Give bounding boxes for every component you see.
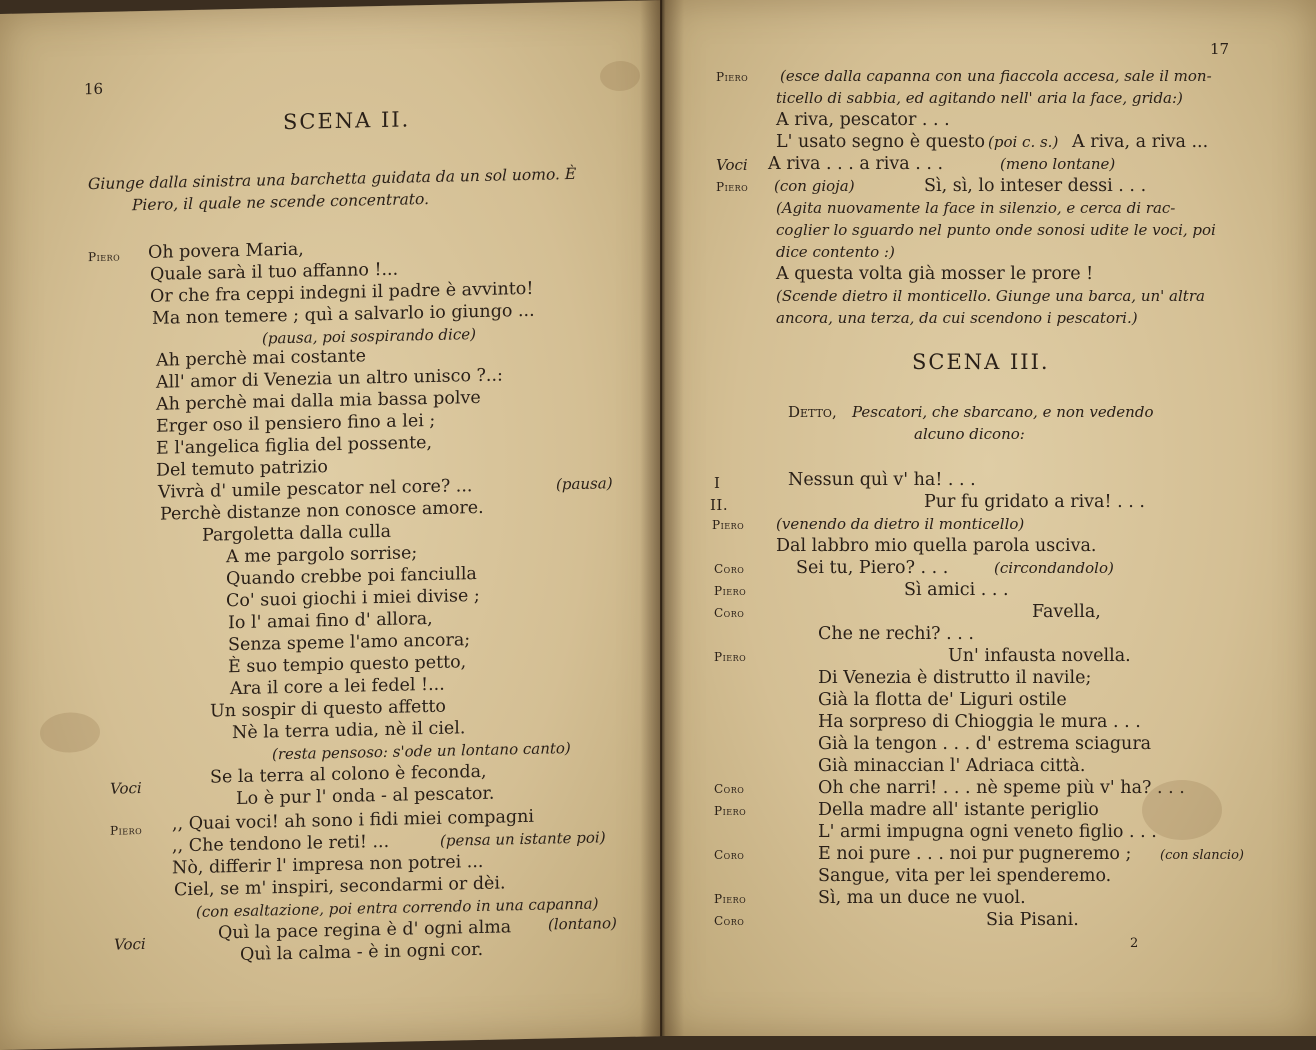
verse-line: Un' infausta novella. (948, 646, 1131, 666)
stage-direction: dice contento :) (776, 243, 895, 261)
speaker-name: Voci (114, 934, 146, 954)
verse-line: Di Venezia è distrutto il navile; (818, 668, 1092, 688)
verse-line: Che ne rechi? . . . (818, 624, 974, 644)
stage-direction: (venendo da dietro il monticello) (776, 515, 1025, 533)
verse-line: A riva, pescator . . . (776, 110, 950, 130)
speaker-name: Piero (714, 650, 747, 664)
verse-line: Ara il core a lei fedel !... (230, 674, 445, 700)
speaker-name: Piero (714, 804, 747, 818)
verse-line: A riva . . . a riva . . . (768, 154, 944, 174)
verse-line: Pargoletta dalla culla (202, 521, 392, 546)
verse-line: Ah perchè mai costante (156, 346, 367, 371)
speaker-name: Piero (714, 892, 747, 906)
verse-line: E l'angelica figlia del possente, (156, 432, 433, 459)
stage-direction: (lontano) (548, 914, 617, 934)
stage-direction: (Agita nuovamente la face in silenzio, e cerca di rac- (776, 199, 1176, 217)
speaker-name: Piero (716, 180, 749, 194)
speaker-name: Piero (712, 518, 745, 532)
verse-line: Ma non temere ; quì a salvarlo io giungo ... (152, 300, 535, 329)
verse-line: Del temuto patrizio (156, 457, 328, 481)
character-list: Detto, (788, 403, 837, 421)
stage-direction: Pescatori, che sbarcano, e non vedendo (852, 403, 1154, 421)
verse-line: Se la terra al colono è feconda, (210, 761, 487, 788)
verse-line: Quale sarà il tuo affanno !... (150, 259, 399, 285)
verse-line: Vivrà d' umile pescator nel core? ... (158, 476, 473, 503)
stage-direction: ancora, una terza, da cui scendono i pescatori.) (776, 309, 1138, 327)
stage-direction: Piero, il quale ne scende concentrato. (132, 190, 430, 215)
stage-direction: (pensa un istante poi) (440, 828, 606, 850)
speaker-name: Coro (714, 562, 745, 576)
verse-line: L' usato segno è questo (776, 132, 986, 152)
verse-line: Della madre all' istante periglio (818, 800, 1099, 820)
stage-direction: (con slancio) (1160, 848, 1244, 863)
verse-line: Sì, ma un duce ne vuol. (818, 888, 1026, 908)
stage-direction: (Scende dietro il monticello. Giunge una barca, un' altra (776, 287, 1205, 305)
page-number: 16 (84, 79, 104, 99)
verse-line: Già minaccian l' Adriaca città. (818, 756, 1086, 776)
verse-line: Nò, differir l' impresa non potrei ... (172, 851, 484, 879)
verse-line: Ah perchè mai dalla mia bassa polve (156, 387, 481, 415)
verse-line: E noi pure . . . noi pur pugneremo ; (818, 844, 1132, 864)
verse-line: Nessun quì v' ha! . . . (788, 470, 976, 490)
verse-line: Quì la pace regina è d' ogni alma (218, 917, 512, 944)
stage-direction: (poi c. s.) (988, 133, 1059, 151)
verse-line: Favella, (1032, 602, 1101, 622)
stage-direction: (con esaltazione, poi entra correndo in una capanna) (196, 894, 599, 921)
verse-line: ,, Che tendono le reti! ... (172, 831, 390, 857)
speaker-name: Coro (714, 782, 745, 796)
stage-direction: (circondandolo) (994, 559, 1114, 577)
stage-direction: alcuno dicono: (914, 425, 1025, 443)
stage-direction: (pausa) (556, 474, 613, 494)
verse-line: Sì, sì, lo inteser dessi . . . (924, 176, 1147, 196)
verse-line: Lo è pur l' onda - al pescator. (236, 783, 495, 810)
verse-line: Quì la calma - è in ogni cor. (240, 939, 484, 965)
paper-stain (40, 712, 100, 753)
paper-stain (1142, 780, 1222, 840)
verse-line: Ciel, se m' inspiri, secondarmi or dèi. (174, 873, 506, 901)
stage-direction: (pausa, poi sospirando dice) (262, 325, 476, 348)
verse-line: Quando crebbe poi fanciulla (226, 564, 477, 590)
verse-line: Erger oso il pensiero fino a lei ; (156, 410, 436, 437)
verse-line: Nè la terra udia, nè il ciel. (232, 718, 466, 744)
speaker-name: Voci (716, 156, 748, 174)
verse-line: Sia Pisani. (986, 910, 1079, 930)
stage-direction: ticello di sabbia, ed agitando nell' aria la face, grida:) (776, 89, 1183, 107)
verse-line: Un sospir di questo affetto (210, 696, 446, 722)
right-page (662, 0, 1316, 1036)
scene-title: SCENA II. (283, 107, 411, 135)
verse-line: Sangue, vita per lei spenderemo. (818, 866, 1112, 886)
stage-direction: Giunge dalla sinistra una barchetta guidata da un sol uomo. È (88, 164, 577, 194)
speaker-name: Coro (714, 606, 745, 620)
page-number: 17 (1210, 40, 1230, 58)
stage-direction: (con gioja) (774, 177, 855, 195)
verse-line: Già la flotta de' Liguri ostile (818, 690, 1067, 710)
verse-line: Già la tengon . . . d' estrema sciagura (818, 734, 1152, 754)
speaker-name: Piero (716, 70, 749, 84)
verse-line: All' amor di Venezia un altro unisco ?..: (156, 365, 503, 393)
speaker-name: Piero (714, 584, 747, 598)
verse-line: Oh che narri! . . . nè speme più v' ha? . . . (818, 778, 1185, 798)
signature-mark: 2 (1130, 936, 1139, 951)
speaker-name: I (714, 474, 721, 492)
verse-line: Pur fu gridato a riva! . . . (924, 492, 1145, 512)
scene-title: SCENA III. (912, 350, 1050, 374)
verse-line: Sei tu, Piero? . . . (796, 558, 949, 578)
verse-line: Or che fra ceppi indegni il padre è avvinto! (150, 278, 534, 307)
stage-direction: (meno lontane) (1000, 155, 1116, 173)
verse-line: Perchè distanze non conosce amore. (160, 497, 484, 525)
stage-direction: (esce dalla capanna con una fiaccola accesa, sale il mon- (780, 67, 1212, 85)
verse-line: Ha sorpreso di Chioggia le mura . . . (818, 712, 1141, 732)
verse-line: Co' suoi giochi i miei divise ; (226, 585, 480, 612)
verse-line: A questa volta già mosser le prore ! (776, 264, 1094, 284)
verse-line: Sì amici . . . (904, 580, 1009, 600)
stage-direction: (resta pensoso: s'ode un lontano canto) (272, 739, 571, 764)
verse-line: A me pargolo sorrise; (226, 543, 418, 568)
stage-direction: coglier lo sguardo nel punto onde sonosi udite le voci, poi (776, 221, 1216, 239)
verse-line: Dal labbro mio quella parola usciva. (776, 536, 1097, 556)
speaker-name: Coro (714, 848, 745, 862)
verse-line: L' armi impugna ogni veneto figlio . . . (818, 822, 1157, 842)
verse-line: È suo tempio questo petto, (228, 652, 467, 678)
speaker-name: II. (710, 496, 729, 514)
verse-line: Oh povera Maria, (148, 239, 304, 263)
speaker-name: Coro (714, 914, 745, 928)
verse-line: Io l' amai fino d' allora, (228, 608, 433, 634)
speaker-name: Voci (110, 779, 142, 798)
paper-stain (600, 61, 640, 92)
speaker-name: Piero (110, 823, 143, 838)
speaker-name: Piero (88, 249, 121, 265)
verse-line: A riva, a riva ... (1072, 132, 1209, 152)
verse-line: ,, Quai voci! ah sono i fidi miei compagni (172, 806, 535, 835)
verse-line: Senza speme l'amo ancora; (228, 630, 471, 656)
